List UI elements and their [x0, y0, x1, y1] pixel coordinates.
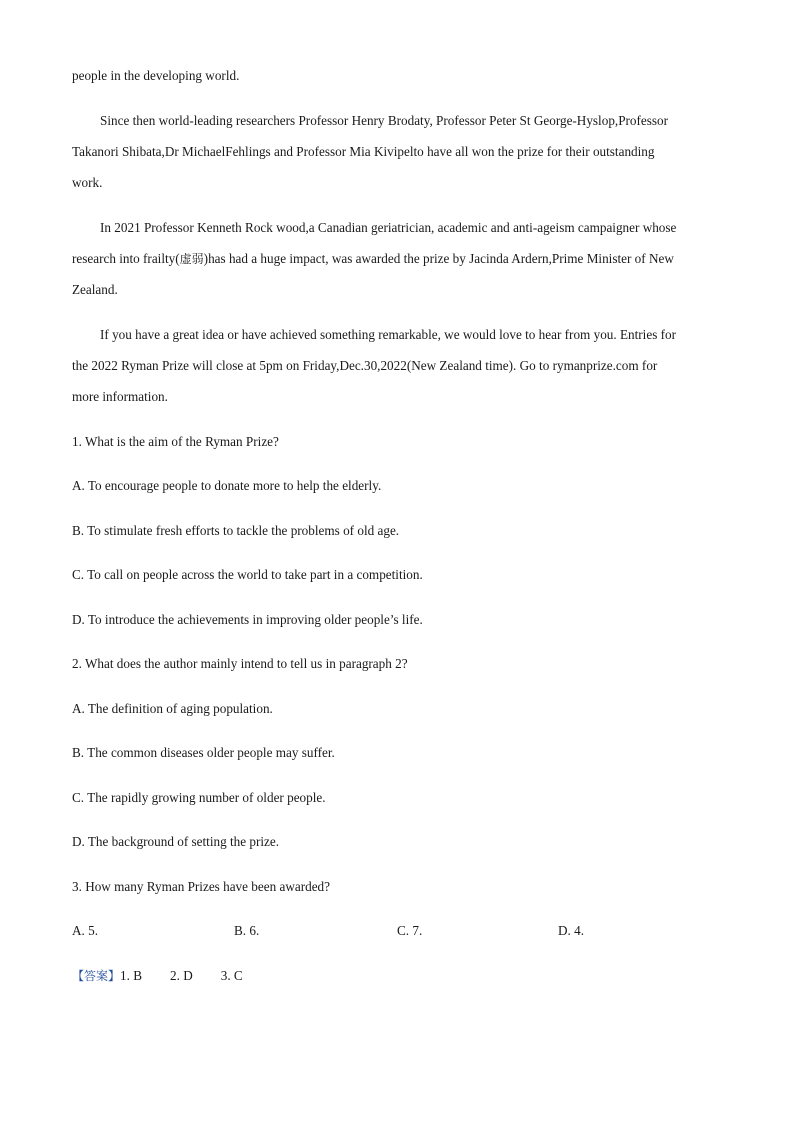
question-2-option-d: D. The background of setting the prize.: [72, 834, 280, 849]
answer-key: [72, 968, 243, 984]
question-3-options: [72, 923, 722, 939]
question-1-option-a: A. To encourage people to donate more to help the elderly.: [72, 478, 382, 493]
paragraph-3-line-2-part-b: )has had a huge impact, was awarded the prize by Jacinda Ardern,Prime Minister of New: [203, 251, 674, 266]
question-3-option-c: C. 7.: [397, 923, 423, 938]
answer-label: 【答案】: [72, 969, 121, 983]
paragraph-3-line-2-part-a: research into frailty(: [72, 251, 180, 266]
question-1-option-b: B. To stimulate fresh efforts to tackle the problems of old age.: [72, 523, 400, 538]
paragraph-4-line-3: more information.: [72, 389, 168, 404]
paragraph-2-line-2: Takanori Shibata,Dr MichaelFehlings and Professor Mia Kivipelto have all won the prize for their outstanding: [72, 144, 655, 159]
question-2-stem: 2. What does the author mainly intend to tell us in paragraph 2?: [72, 656, 408, 671]
question-3-option-b: B. 6.: [234, 923, 260, 938]
question-3-stem: 3. How many Ryman Prizes have been awarded?: [72, 879, 331, 894]
paragraph-4-line-2: the 2022 Ryman Prize will close at 5pm on Friday,Dec.30,2022(New Zealand time). Go to rymanprize.com for: [72, 358, 658, 373]
answer-2: 2. D: [170, 968, 193, 983]
question-2-option-c: C. The rapidly growing number of older people.: [72, 790, 326, 805]
question-3-option-d: D. 4.: [558, 923, 585, 938]
paragraph-4-line-1: If you have a great idea or have achieved something remarkable, we would love to hear from you. Entries for: [100, 327, 677, 342]
question-3-option-a: A. 5.: [72, 923, 99, 938]
question-2-option-b: B. The common diseases older people may suffer.: [72, 745, 335, 760]
question-1-option-d: D. To introduce the achievements in improving older people’s life.: [72, 612, 423, 627]
answer-3: 3. C: [220, 968, 243, 983]
paragraph-3-line-1: In 2021 Professor Kenneth Rock wood,a Canadian geriatrician, academic and anti-ageism campaigner whose: [100, 220, 677, 235]
paragraph-2-line-3: work.: [72, 175, 103, 190]
paragraph-1-end: people in the developing world.: [72, 68, 240, 83]
paragraph-3-line-3: Zealand.: [72, 282, 118, 297]
paragraph-3-line-2: [72, 251, 674, 267]
question-2-option-a: A. The definition of aging population.: [72, 701, 273, 716]
paragraph-2-line-1: Since then world-leading researchers Professor Henry Brodaty, Professor Peter St George-Hyslop,Professor: [100, 113, 669, 128]
answer-1: 1. B: [120, 968, 142, 983]
question-1-stem: 1. What is the aim of the Ryman Prize?: [72, 434, 279, 449]
paragraph-3-chinese-gloss: 虚弱: [179, 252, 204, 266]
question-1-option-c: C. To call on people across the world to take part in a competition.: [72, 567, 423, 582]
